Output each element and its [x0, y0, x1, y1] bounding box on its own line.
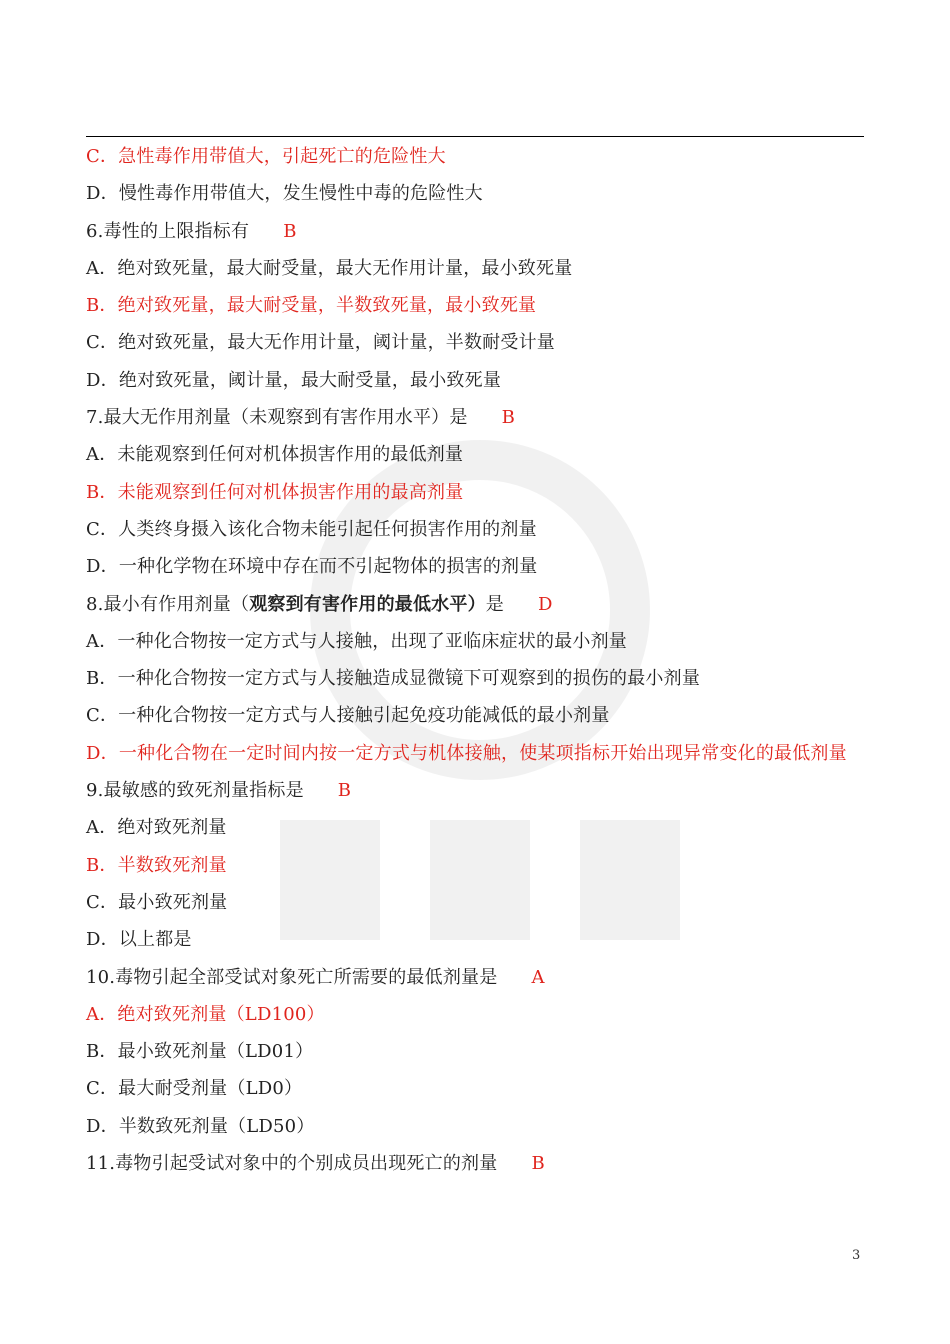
question-line	[86, 586, 866, 623]
option-line: A．一种化合物按一定方式与人接触，出现了亚临床症状的最小剂量	[86, 630, 627, 652]
option-line: C．最大耐受剂量（LD0）	[86, 1078, 303, 1100]
answer-key: B	[283, 220, 297, 242]
option-line: A．绝对致死剂量	[86, 817, 227, 839]
question-line	[86, 1145, 866, 1182]
option-line: C．一种化合物按一定方式与人接触引起免疫功能减低的最小剂量	[86, 705, 610, 727]
option-line: A．绝对致死剂量（LD100）	[86, 1003, 325, 1025]
option-line: C．人类终身摄入该化合物未能引起任何损害作用的剂量	[86, 518, 537, 540]
answer-key: A	[531, 966, 545, 988]
question-text: 6.毒性的上限指标有	[86, 220, 250, 242]
option-line: C．绝对致死量，最大无作用计量，阈计量，半数耐受计量	[86, 332, 555, 354]
option-line: B．未能观察到任何对机体损害作用的最高剂量	[86, 481, 464, 503]
option-line: D．慢性毒作用带值大，发生慢性中毒的危险性大	[86, 183, 483, 205]
question-line	[86, 772, 866, 809]
answer-key: B	[337, 780, 352, 802]
question-text-bold: 观察到有害作用的最低水平）	[249, 593, 486, 615]
question-list	[86, 138, 866, 1182]
question-text: 7.最大无作用剂量（未观察到有害作用水平）是	[86, 407, 468, 429]
option-line: B．最小致死剂量（LD01）	[86, 1041, 314, 1063]
header-rule	[86, 136, 864, 137]
question-text: 10.毒物引起全部受试对象死亡所需要的最低剂量是	[86, 966, 498, 988]
option-line: D．半数致死剂量（LD50）	[86, 1115, 315, 1137]
answer-key: B	[531, 1153, 545, 1175]
option-line: D．以上都是	[86, 929, 192, 951]
option-line: A．绝对致死量，最大耐受量，最大无作用计量，最小致死量	[86, 257, 573, 279]
question-text: 是	[485, 593, 504, 615]
option-line: D．绝对致死量，阈计量，最大耐受量，最小致死量	[86, 369, 502, 391]
answer-key: B	[501, 407, 516, 429]
question-line	[86, 213, 866, 250]
question-text: 11.毒物引起受试对象中的个别成员出现死亡的剂量	[86, 1153, 498, 1175]
question-line	[86, 959, 866, 996]
option-line: B．半数致死剂量	[86, 854, 227, 876]
page-number: 3	[852, 1248, 861, 1263]
option-line: A．未能观察到任何对机体损害作用的最低剂量	[86, 444, 464, 466]
option-line: B．绝对致死量，最大耐受量，半数致死量，最小致死量	[86, 295, 537, 317]
question-text: 9.最敏感的致死剂量指标是	[86, 780, 304, 802]
option-line: C．最小致死剂量	[86, 891, 228, 913]
option-line: D．一种化学物在环境中存在而不引起物体的损害的剂量	[86, 556, 538, 578]
option-line: B．一种化合物按一定方式与人接触造成显微镜下可观察到的损伤的最小剂量	[86, 668, 701, 690]
question-line	[86, 399, 866, 436]
answer-key: D	[538, 593, 553, 615]
option-line: C．急性毒作用带值大，引起死亡的危险性大	[86, 146, 446, 167]
question-text: 8.最小有作用剂量（	[86, 593, 250, 615]
option-line: D．一种化合物在一定时间内按一定方式与机体接触，使某项指标开始出现异常变化的最低剂量	[86, 742, 847, 764]
